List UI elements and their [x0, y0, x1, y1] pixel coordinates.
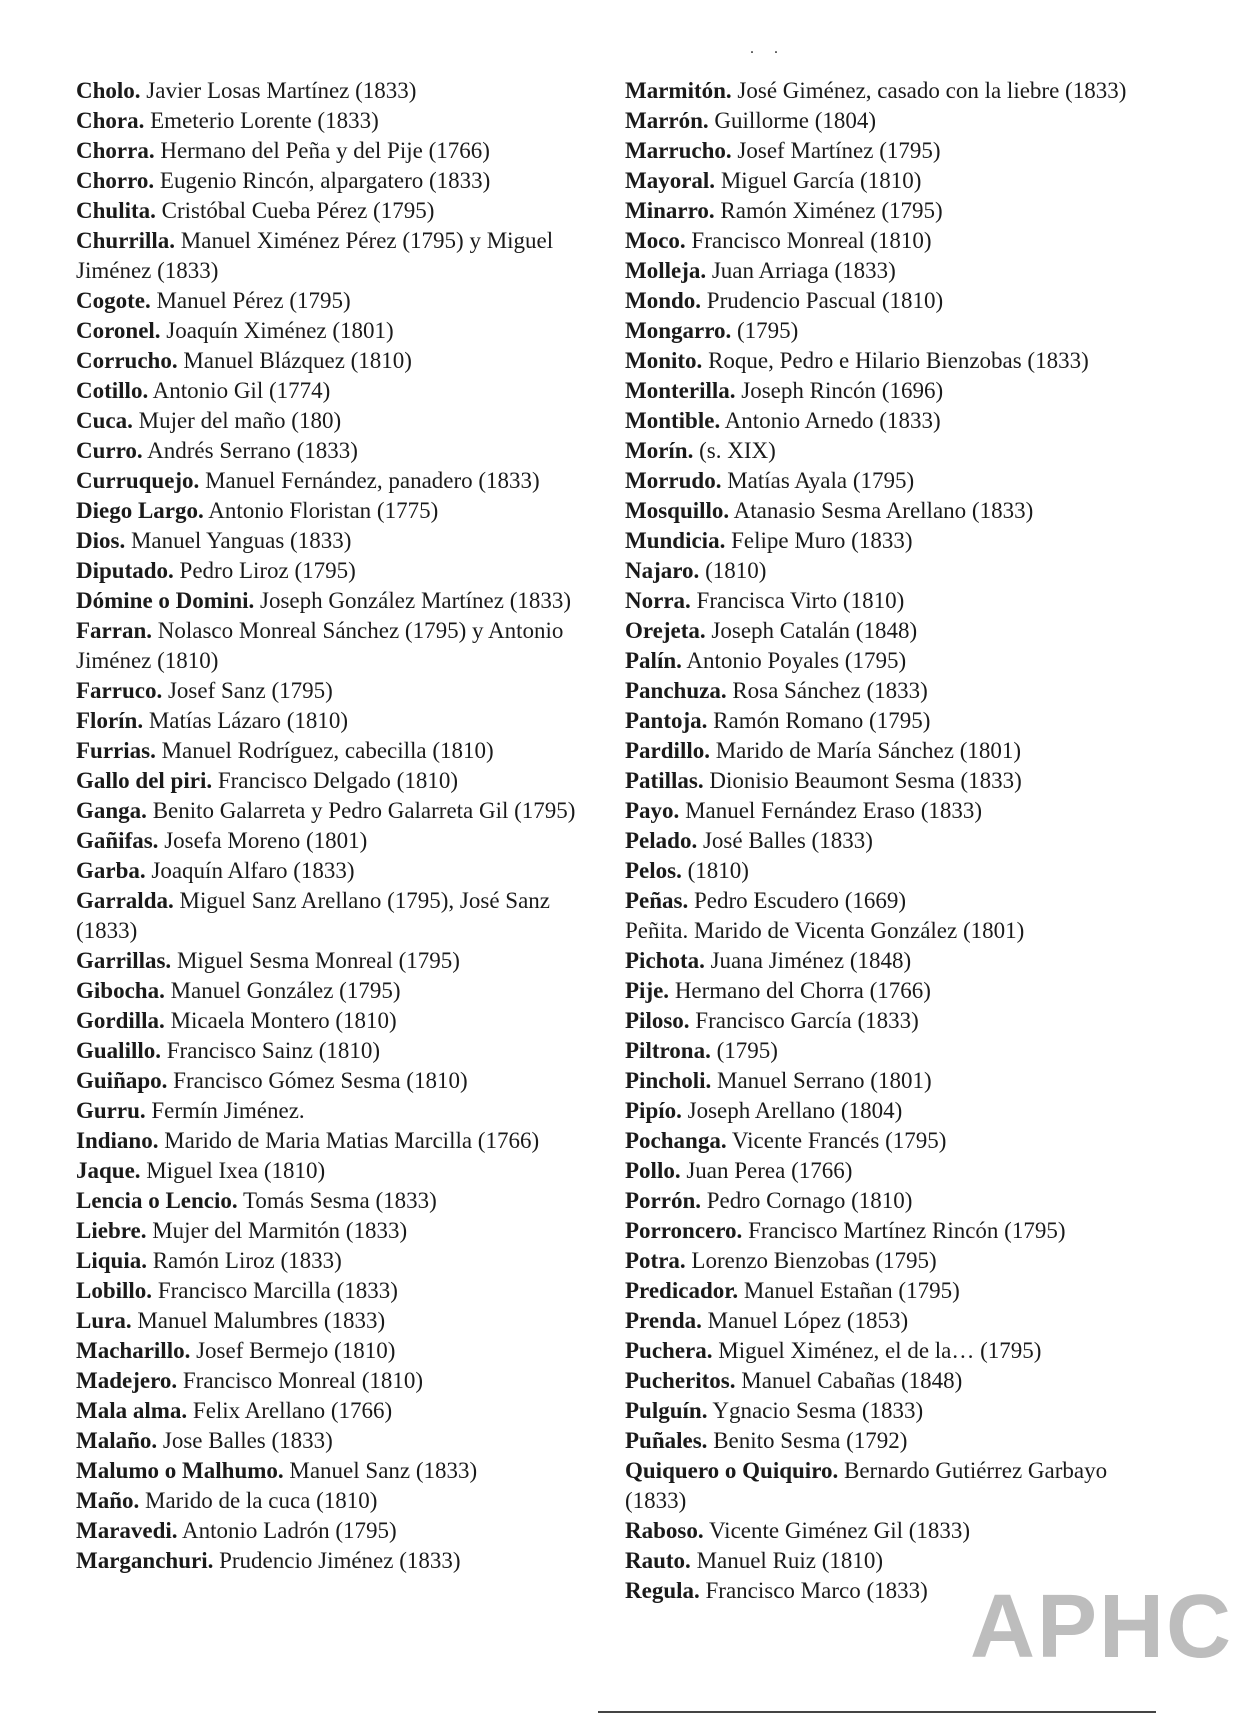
nickname-entry [76, 376, 606, 406]
nickname-description: Joseph Catalán (1848) [705, 618, 918, 643]
nickname-term: Porroncero. [625, 1218, 743, 1243]
nickname-entry [625, 1096, 1165, 1126]
nickname-term: Farruco. [76, 678, 163, 703]
nickname-description: Miguel García (1810) [715, 168, 922, 193]
nickname-entry [625, 946, 1165, 976]
nickname-description: Bernardo Gutiérrez Garbayo (1833) [625, 1458, 1108, 1513]
nickname-term: Piloso. [625, 1008, 690, 1033]
nickname-description: Miguel Sanz Arellano (1795), José Sanz (1833) [76, 888, 550, 943]
nickname-term: Pulguín. [625, 1398, 708, 1423]
nickname-term: Pelos. [625, 858, 682, 883]
nickname-entry [76, 886, 606, 946]
nickname-description: Juan Arriaga (1833) [706, 258, 896, 283]
nickname-entry [76, 1276, 606, 1306]
nickname-description: Tomás Sesma (1833) [237, 1188, 437, 1213]
nickname-term: Malumo o Malhumo. [76, 1458, 284, 1483]
nickname-entry [625, 1006, 1165, 1036]
nickname-entry [76, 226, 606, 286]
nickname-description: Emeterio Lorente (1833) [144, 108, 379, 133]
nickname-description: Cristóbal Cueba Pérez (1795) [155, 198, 435, 223]
nickname-entry [76, 196, 606, 226]
nickname-entry [76, 286, 606, 316]
nickname-term: Minarro. [625, 198, 715, 223]
nickname-term: Quiquero o Quiquiro. [625, 1458, 839, 1483]
nickname-description: Eugenio Rincón, alpargatero (1833) [154, 168, 491, 193]
nickname-term: Najaro. [625, 558, 700, 583]
nickname-term: Curruquejo. [76, 468, 200, 493]
nickname-description: Manuel Malumbres (1833) [131, 1308, 386, 1333]
nickname-term: Cogote. [76, 288, 151, 313]
nickname-entry [625, 496, 1165, 526]
nickname-description: Prudencio Pascual (1810) [701, 288, 944, 313]
nickname-description: Marido de la cuca (1810) [139, 1488, 378, 1513]
nickname-term: Puñales. [625, 1428, 708, 1453]
nickname-entry [76, 1036, 606, 1066]
nickname-entry [76, 346, 606, 376]
nickname-description: Lorenzo Bienzobas (1795) [685, 1248, 937, 1273]
nickname-description: Ramón Liroz (1833) [146, 1248, 342, 1273]
nickname-description: Manuel Pérez (1795) [150, 288, 351, 313]
nickname-term: Pichota. [625, 948, 705, 973]
nickname-term: Coronel. [76, 318, 161, 343]
nickname-description: Jose Balles (1833) [157, 1428, 333, 1453]
nickname-term: Mosquillo. [625, 498, 730, 523]
nickname-description: José Balles (1833) [697, 828, 873, 853]
nickname-description: Manuel Yanguas (1833) [125, 528, 352, 553]
nickname-description: Matías Lázaro (1810) [143, 708, 349, 733]
nickname-entry [76, 1516, 606, 1546]
nickname-description: Rosa Sánchez (1833) [726, 678, 928, 703]
nickname-term: Piltrona. [625, 1038, 711, 1063]
nickname-term: Diputado. [76, 558, 174, 583]
nickname-description: Francisco Monreal (1810) [685, 228, 932, 253]
nickname-term: Norra. [625, 588, 691, 613]
nickname-description: Roque, Pedro e Hilario Bienzobas (1833) [702, 348, 1089, 373]
nickname-entry [625, 796, 1165, 826]
nickname-description: Manuel Estañan (1795) [738, 1278, 960, 1303]
nickname-description: Francisco Martínez Rincón (1795) [742, 1218, 1066, 1243]
nickname-entry [76, 616, 606, 676]
nickname-entry [625, 826, 1165, 856]
nickname-term: Pije. [625, 978, 670, 1003]
nickname-entry [625, 526, 1165, 556]
nickname-term: Pipío. [625, 1098, 682, 1123]
nickname-entry [625, 136, 1165, 166]
nickname-entry [76, 526, 606, 556]
nickname-description: Marido de Maria Matias Marcilla (1766) [158, 1128, 540, 1153]
nickname-entry [76, 1066, 606, 1096]
nickname-entry [625, 916, 1165, 946]
nickname-term: Raboso. [625, 1518, 704, 1543]
nickname-term: Chorra. [76, 138, 155, 163]
nickname-entry [625, 286, 1165, 316]
nickname-description: Manuel Ruiz (1810) [690, 1548, 884, 1573]
header-mark: . . [750, 40, 786, 57]
nickname-entry [625, 1186, 1165, 1216]
nickname-term: Farran. [76, 618, 153, 643]
nickname-description: Atanasio Sesma Arellano (1833) [729, 498, 1034, 523]
nickname-entry [76, 76, 606, 106]
nickname-description: Francisco Monreal (1810) [177, 1368, 424, 1393]
nickname-entry [76, 1486, 606, 1516]
nickname-description: (1810) [699, 558, 767, 583]
nickname-entry [625, 316, 1165, 346]
nickname-description: (1795) [731, 318, 799, 343]
nickname-term: Potra. [625, 1248, 686, 1273]
nickname-entry [76, 406, 606, 436]
nickname-description: Prudencio Jiménez (1833) [213, 1548, 461, 1573]
nickname-entry [76, 466, 606, 496]
nickname-term: Lura. [76, 1308, 132, 1333]
nickname-description: Felix Arellano (1766) [187, 1398, 393, 1423]
nickname-term: Monterilla. [625, 378, 736, 403]
nickname-description: Francisco Marcilla (1833) [152, 1278, 398, 1303]
nickname-term: Cotillo. [76, 378, 149, 403]
nickname-term: Liebre. [76, 1218, 147, 1243]
nickname-entry [625, 226, 1165, 256]
nickname-description: Manuel González (1795) [164, 978, 401, 1003]
nickname-description: Pedro Cornago (1810) [701, 1188, 913, 1213]
nickname-term: Regula. [625, 1578, 700, 1603]
nickname-term: Dios. [76, 528, 126, 553]
nickname-entry [76, 436, 606, 466]
nickname-description: Ramón Romano (1795) [707, 708, 931, 733]
nickname-entry [625, 1246, 1165, 1276]
nickname-description: Francisco Gómez Sesma (1810) [167, 1068, 468, 1093]
nickname-entry [76, 796, 606, 826]
nickname-description: Juan Perea (1766) [680, 1158, 853, 1183]
nickname-entry [76, 1456, 606, 1486]
nickname-description: Manuel Ximénez Pérez (1795) y Miguel Jiménez (1833) [76, 228, 554, 283]
nickname-term: Mongarro. [625, 318, 732, 343]
nickname-term: Indiano. [76, 1128, 159, 1153]
nickname-description: Manuel López (1853) [701, 1308, 909, 1333]
nickname-entry [76, 136, 606, 166]
nickname-term: Corrucho. [76, 348, 178, 373]
nickname-entry [76, 1216, 606, 1246]
nickname-term: Gañifas. [76, 828, 159, 853]
nickname-term: Morrudo. [625, 468, 722, 493]
nickname-term: Molleja. [625, 258, 707, 283]
nickname-term: Florín. [76, 708, 144, 733]
nickname-description: Antonio Gil (1774) [148, 378, 331, 403]
nickname-description: Hermano del Peña y del Pije (1766) [154, 138, 490, 163]
nickname-term: Pardillo. [625, 738, 710, 763]
nickname-description: Manuel Serrano (1801) [711, 1068, 932, 1093]
nickname-description: Mujer del Marmitón (1833) [146, 1218, 408, 1243]
nickname-description: Joseph González Martínez (1833) [254, 588, 572, 613]
nickname-entry [625, 1516, 1165, 1546]
nickname-term: Guiñapo. [76, 1068, 168, 1093]
nickname-entry [625, 766, 1165, 796]
nickname-description: Nolasco Monreal Sánchez (1795) y Antonio Jiménez (1810) [76, 618, 564, 673]
nickname-entry [625, 166, 1165, 196]
nickname-term: Pincholi. [625, 1068, 712, 1093]
nickname-entry [625, 1156, 1165, 1186]
nickname-term: Orejeta. [625, 618, 706, 643]
nickname-description: Matías Ayala (1795) [721, 468, 915, 493]
nickname-description: Joaquín Alfaro (1833) [145, 858, 355, 883]
nickname-description: Dionisio Beaumont Sesma (1833) [703, 768, 1022, 793]
nickname-term: Lencia o Lencio. [76, 1188, 238, 1213]
nickname-description: Juana Jiménez (1848) [704, 948, 912, 973]
nickname-entry [625, 1456, 1165, 1516]
nickname-entry [76, 166, 606, 196]
nickname-term: Predicador. [625, 1278, 739, 1303]
nickname-entry [76, 736, 606, 766]
nickname-entry [625, 676, 1165, 706]
nickname-description: Guillorme (1804) [708, 108, 877, 133]
nickname-term: Cuca. [76, 408, 133, 433]
nickname-entry [625, 1366, 1165, 1396]
nickname-entry [625, 1396, 1165, 1426]
nickname-entry [625, 1546, 1165, 1576]
nickname-entry [625, 646, 1165, 676]
nickname-description: Benito Sesma (1792) [707, 1428, 908, 1453]
nickname-term: Curro. [76, 438, 143, 463]
nickname-term: Gurru. [76, 1098, 146, 1123]
nickname-entry [76, 316, 606, 346]
nickname-term: Garba. [76, 858, 146, 883]
nickname-term: Rauto. [625, 1548, 691, 1573]
nickname-term: Puchera. [625, 1338, 713, 1363]
nickname-description: Hermano del Chorra (1766) [669, 978, 931, 1003]
nickname-term: Pantoja. [625, 708, 708, 733]
nickname-entry [625, 736, 1165, 766]
nickname-description: Pedro Escudero (1669) [688, 888, 907, 913]
nickname-entry [625, 1276, 1165, 1306]
nickname-term: Chorro. [76, 168, 155, 193]
nickname-term: Maño. [76, 1488, 140, 1513]
nickname-term: Pelado. [625, 828, 698, 853]
nickname-term: Porrón. [625, 1188, 702, 1213]
nickname-term: Cholo. [76, 78, 141, 103]
nickname-description: Francisco Marco (1833) [699, 1578, 928, 1603]
nickname-description: Vicente Francés (1795) [726, 1128, 947, 1153]
nickname-term: Marganchuri. [76, 1548, 214, 1573]
nickname-term: Jaque. [76, 1158, 141, 1183]
left-column [76, 76, 606, 1576]
nickname-entry [625, 856, 1165, 886]
nickname-description: Vicente Giménez Gil (1833) [703, 1518, 971, 1543]
nickname-term: Monito. [625, 348, 703, 373]
right-column [625, 76, 1165, 1606]
nickname-term: Patillas. [625, 768, 704, 793]
nickname-description: Felipe Muro (1833) [725, 528, 913, 553]
nickname-entry [625, 436, 1165, 466]
nickname-entry [76, 976, 606, 1006]
nickname-term: Dómine o Domini. [76, 588, 255, 613]
nickname-description: Marido de María Sánchez (1801) [709, 738, 1022, 763]
nickname-term: Panchuza. [625, 678, 727, 703]
nickname-term: Morín. [625, 438, 694, 463]
nickname-term: Pochanga. [625, 1128, 727, 1153]
nickname-entry [625, 616, 1165, 646]
nickname-description: Fermín Jiménez. [145, 1098, 305, 1123]
nickname-term: Diego Largo. [76, 498, 204, 523]
nickname-description: Pedro Liroz (1795) [173, 558, 356, 583]
nickname-term: Furrias. [76, 738, 156, 763]
nickname-description: (s. XIX) [693, 438, 776, 463]
nickname-description: Manuel Sanz (1833) [283, 1458, 478, 1483]
nickname-description: Josef Sanz (1795) [162, 678, 333, 703]
nickname-entry [625, 76, 1165, 106]
nickname-term: Liquia. [76, 1248, 147, 1273]
nickname-description: Manuel Fernández, panadero (1833) [199, 468, 540, 493]
nickname-entry [76, 1426, 606, 1456]
nickname-description: Miguel Sesma Monreal (1795) [171, 948, 460, 973]
nickname-description: Joseph Arellano (1804) [681, 1098, 903, 1123]
nickname-description: Antonio Floristan (1775) [203, 498, 439, 523]
nickname-entry [625, 886, 1165, 916]
nickname-term: Palín. [625, 648, 682, 673]
nickname-entry [625, 706, 1165, 736]
nickname-term: Chora. [76, 108, 145, 133]
nickname-description: (1810) [681, 858, 749, 883]
nickname-entry [76, 496, 606, 526]
nickname-entry [76, 1336, 606, 1366]
nickname-description: Josef Martínez (1795) [731, 138, 941, 163]
nickname-entry [625, 976, 1165, 1006]
nickname-description: Peñita. Marido de Vicenta González (1801) [625, 918, 1025, 943]
nickname-term: Moco. [625, 228, 686, 253]
nickname-term: Montible. [625, 408, 721, 433]
nickname-entry [625, 1066, 1165, 1096]
nickname-entry [76, 586, 606, 616]
nickname-description: Manuel Cabañas (1848) [735, 1368, 963, 1393]
nickname-description: Francisca Virto (1810) [690, 588, 905, 613]
nickname-description: Manuel Blázquez (1810) [177, 348, 412, 373]
nickname-term: Mayoral. [625, 168, 716, 193]
nickname-entry [625, 346, 1165, 376]
nickname-description: Joseph Rincón (1696) [735, 378, 944, 403]
nickname-entry [76, 1096, 606, 1126]
aphc-watermark: APHC [970, 1577, 1233, 1677]
nickname-term: Gibocha. [76, 978, 165, 1003]
nickname-term: Prenda. [625, 1308, 702, 1333]
nickname-term: Ganga. [76, 798, 147, 823]
nickname-description: Miguel Ixea (1810) [140, 1158, 326, 1183]
nickname-entry [625, 106, 1165, 136]
nickname-entry [76, 676, 606, 706]
nickname-term: Peñas. [625, 888, 689, 913]
nickname-description: (1795) [710, 1038, 778, 1063]
nickname-entry [625, 1306, 1165, 1336]
nickname-entry [625, 376, 1165, 406]
nickname-description: Benito Galarreta y Pedro Galarreta Gil (1795) [146, 798, 576, 823]
nickname-description: Ramón Ximénez (1795) [714, 198, 943, 223]
nickname-description: Antonio Arnedo (1833) [720, 408, 941, 433]
nickname-description: Francisco Delgado (1810) [212, 768, 458, 793]
nickname-term: Garralda. [76, 888, 174, 913]
nickname-entry [76, 946, 606, 976]
nickname-term: Mondo. [625, 288, 702, 313]
nickname-term: Pollo. [625, 1158, 681, 1183]
nickname-entry [625, 586, 1165, 616]
nickname-description: Francisco Sainz (1810) [161, 1038, 381, 1063]
nickname-term: Mala alma. [76, 1398, 188, 1423]
nickname-description: Micaela Montero (1810) [164, 1008, 397, 1033]
nickname-description: Javier Losas Martínez (1833) [140, 78, 417, 103]
nickname-entry [76, 1186, 606, 1216]
nickname-description: José Giménez, casado con la liebre (1833) [731, 78, 1127, 103]
nickname-entry [76, 556, 606, 586]
nickname-entry [76, 826, 606, 856]
nickname-entry [625, 1126, 1165, 1156]
nickname-entry [76, 1156, 606, 1186]
nickname-description: Josef Bermejo (1810) [190, 1338, 396, 1363]
nickname-entry [76, 1546, 606, 1576]
nickname-term: Pucheritos. [625, 1368, 736, 1393]
nickname-term: Madejero. [76, 1368, 178, 1393]
nickname-entry [76, 1396, 606, 1426]
nickname-description: Antonio Ladrón (1795) [177, 1518, 397, 1543]
nickname-term: Marmitón. [625, 78, 732, 103]
nickname-entry [76, 706, 606, 736]
nickname-entry [625, 1336, 1165, 1366]
nickname-description: Manuel Fernández Eraso (1833) [679, 798, 983, 823]
nickname-entry [625, 1426, 1165, 1456]
nickname-term: Malaño. [76, 1428, 158, 1453]
bottom-rule [598, 1711, 1156, 1713]
nickname-term: Churrilla. [76, 228, 176, 253]
nickname-description: Miguel Ximénez, el de la… (1795) [712, 1338, 1042, 1363]
nickname-term: Marrón. [625, 108, 709, 133]
nickname-entry [76, 856, 606, 886]
nickname-term: Lobillo. [76, 1278, 153, 1303]
nickname-term: Marrucho. [625, 138, 732, 163]
nickname-term: Maravedi. [76, 1518, 178, 1543]
nickname-entry [625, 1036, 1165, 1066]
nickname-entry [625, 466, 1165, 496]
nickname-term: Gallo del piri. [76, 768, 213, 793]
nickname-description: Josefa Moreno (1801) [158, 828, 368, 853]
nickname-term: Gualillo. [76, 1038, 161, 1063]
nickname-description: Antonio Poyales (1795) [681, 648, 907, 673]
nickname-entry [625, 196, 1165, 226]
nickname-entry [625, 1216, 1165, 1246]
nickname-entry [76, 1366, 606, 1396]
nickname-term: Macharillo. [76, 1338, 191, 1363]
nickname-description: Ygnacio Sesma (1833) [707, 1398, 924, 1423]
nickname-description: Manuel Rodríguez, cabecilla (1810) [155, 738, 494, 763]
nickname-entry [76, 106, 606, 136]
nickname-entry [76, 1126, 606, 1156]
nickname-term: Mundicia. [625, 528, 726, 553]
nickname-term: Gordilla. [76, 1008, 165, 1033]
nickname-term: Garrillas. [76, 948, 172, 973]
nickname-description: Joaquín Ximénez (1801) [160, 318, 394, 343]
nickname-entry [625, 256, 1165, 286]
nickname-entry [76, 766, 606, 796]
nickname-term: Payo. [625, 798, 680, 823]
nickname-entry [625, 406, 1165, 436]
nickname-entry [76, 1306, 606, 1336]
nickname-entry [76, 1246, 606, 1276]
nickname-description: Mujer del maño (180) [132, 408, 342, 433]
nickname-entry [76, 1006, 606, 1036]
nickname-entry [625, 556, 1165, 586]
nickname-term: Chulita. [76, 198, 156, 223]
nickname-description: Andrés Serrano (1833) [142, 438, 358, 463]
nickname-description: Francisco García (1833) [689, 1008, 919, 1033]
